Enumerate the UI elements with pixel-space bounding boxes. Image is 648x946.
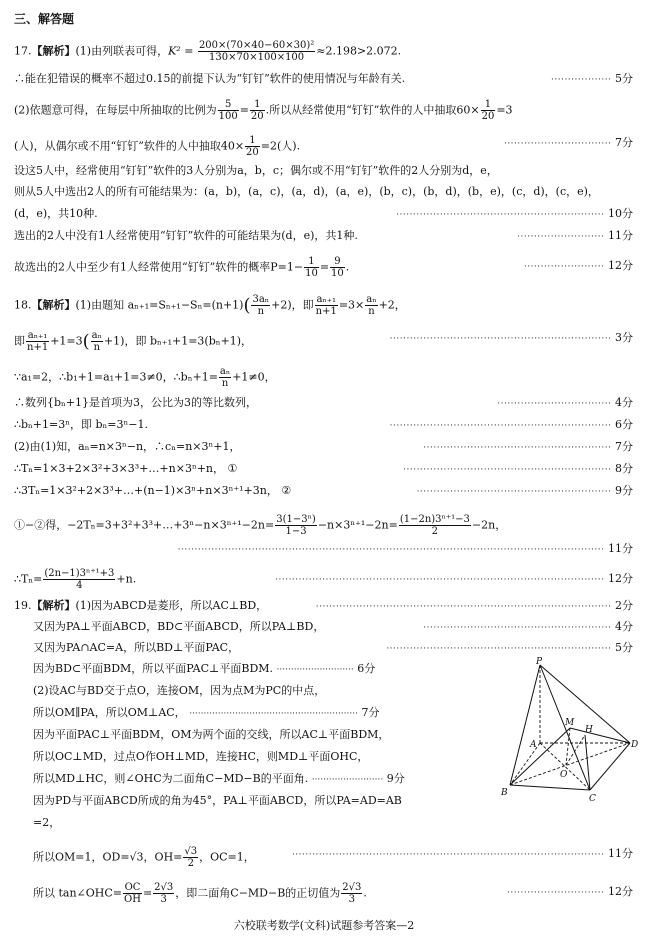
fraction (481, 99, 496, 122)
paren: ( (243, 295, 251, 316)
score-marker: ·································································· 6分 (389, 418, 633, 431)
label-c: C (589, 794, 596, 804)
q18-text: ，即 bₙ₊₁+1=3(bₙ+1)， (124, 334, 253, 348)
fraction-denominator: n (219, 377, 231, 389)
fraction-numerator: aₙ (91, 330, 102, 341)
q19-line-8: 所以OC⊥MD，过点O作OH⊥MD，连接HC，则MD⊥平面OHC， (33, 750, 369, 763)
fraction (251, 294, 270, 317)
q17-text: ≈2.198>2.072. (316, 44, 402, 58)
fraction (43, 568, 115, 591)
score-text: 7分 (361, 706, 380, 719)
fraction (275, 514, 317, 537)
q17-k2-fraction (198, 40, 315, 63)
score-marker: ························································································ 2分 (315, 599, 633, 612)
label-o: O (560, 770, 568, 780)
fraction-numerator: aₙ (219, 366, 231, 377)
diagonal-ac (540, 743, 590, 790)
q18-text: +2) (271, 298, 292, 312)
fraction-denominator: 3 (153, 893, 174, 905)
fraction-denominator: n+1 (315, 306, 337, 317)
q18-text: 即 (14, 334, 25, 348)
q17-line-3 (14, 99, 513, 122)
score-marker: ·················· 5分 (551, 72, 633, 85)
q19-line-5: (2)设AC与BD交于点O，连接OM，因为点M为PC的中点， (33, 684, 326, 697)
score-text: 6分 (615, 418, 633, 431)
fraction (399, 514, 471, 537)
fraction (250, 99, 265, 122)
leader-dots: ··························································· (189, 709, 358, 719)
q17-text: =3 (496, 103, 513, 117)
q17-line-9 (14, 256, 349, 279)
score-marker: ·································································································· 12分 (275, 572, 633, 585)
q18-text: +1) (103, 334, 125, 348)
q19-line-12 (33, 846, 255, 869)
score-text: 11分 (608, 229, 633, 242)
q17-text: K² = (168, 44, 197, 58)
q18-number: 18. (14, 298, 32, 312)
fraction (219, 366, 231, 389)
q18-line-1 (14, 294, 406, 317)
q17-text: (人)，从偶尔或不用“钉钉”软件的人中抽取40× (14, 139, 245, 153)
fraction-numerator: 2√3 (342, 882, 362, 893)
q19-text: 所以 tan∠OHC= (33, 886, 123, 900)
q18-text: ∴Tₙ=1×3+2×3²+3×3³+…+n×3ⁿ+n， (14, 462, 224, 475)
fraction (123, 882, 142, 905)
q18-line-7 (14, 461, 237, 476)
label-p: P (536, 657, 543, 667)
q18-text: (1)由题知 aₙ₊₁=Sₙ₊₁−Sₙ=(n+1) (75, 298, 244, 312)
score-marker: ··································································· 5分 (386, 641, 633, 654)
fraction-denominator: 100 (218, 111, 238, 122)
fraction-denominator: OH (124, 894, 141, 905)
score-text: 3分 (615, 331, 633, 344)
fraction-denominator: 20 (481, 111, 495, 122)
edge-bc (510, 785, 590, 790)
fraction-numerator: 1 (254, 99, 261, 110)
score-text: 9分 (615, 484, 633, 497)
score-marker: ·································································· 3分 (389, 331, 633, 344)
fraction-numerator: 5 (224, 99, 232, 110)
q17-line-1 (14, 40, 401, 63)
fraction (330, 256, 345, 279)
q17-tag: 【解析】 (31, 44, 76, 58)
score-text: 12分 (608, 259, 633, 272)
q17-text: = (239, 103, 249, 117)
fraction-denominator: 3 (341, 893, 362, 905)
fraction-numerator: 1 (249, 135, 256, 146)
score-text: 10分 (608, 207, 633, 220)
q19-text: 因为BD⊂平面BDM，所以平面PAC⊥平面BDM. (33, 662, 274, 675)
q19-text: ，OC=1， (199, 850, 255, 864)
label-a: A (530, 740, 537, 750)
fraction (315, 294, 338, 317)
fraction-numerator: aₙ₊₁ (316, 294, 337, 305)
fraction-numerator: 3aₙ (252, 294, 270, 305)
score-marker: ·························································· 9分 (416, 484, 633, 497)
paren: ( (82, 331, 90, 352)
q18-tag: 【解析】 (31, 298, 76, 312)
fraction (153, 882, 174, 905)
q18-text: ∴3Tₙ=1×3²+2×3³+…+(n−1)×3ⁿ+n×3ⁿ⁺¹+3n， (14, 484, 278, 497)
q17-line-8: 选出的2人中没有1人经常使用“钉钉”软件的可能结果为(d，e)，共1种. (14, 229, 358, 242)
page-footer: 六校联考数学(文科)试题参考答案—2 (233, 919, 415, 932)
label-m: M (565, 718, 575, 728)
q17-line-2: ∴能在犯错误的概率不超过0.15的前提下认为“钉钉”软件的使用情况与年龄有关. (14, 72, 406, 85)
q19-text: 所以MD⊥HC，则∠OHC为二面角C−MD−B的平面角. (33, 772, 309, 785)
fraction (341, 882, 362, 905)
edge-pb (510, 665, 540, 785)
fraction (26, 330, 49, 353)
fraction (245, 135, 260, 158)
score-text: 2分 (615, 599, 633, 612)
fraction-denominator: n (91, 341, 103, 353)
q18-line-11 (14, 568, 136, 591)
q18-text: =3× (338, 298, 365, 312)
fraction-denominator: 10 (331, 268, 344, 279)
q19-line-6 (33, 705, 379, 722)
fraction-denominator: 20 (250, 111, 264, 122)
q18-line-3 (14, 366, 276, 389)
score-marker: ······························································································································· 11分 (177, 542, 633, 555)
fraction-numerator: 2√3 (154, 882, 174, 893)
fraction (183, 846, 198, 869)
score-marker: ····························································································· 11分 (291, 847, 633, 860)
score-marker: ························································ 4分 (423, 620, 633, 633)
score-marker: ····························· 12分 (507, 885, 633, 898)
q18-text: +1=3 (50, 334, 83, 348)
q19-line-10: 因为PD与平面ABCD所成的角为45°，PA⊥平面ABCD，所以PA=AD=AB (33, 794, 402, 807)
q19-line-1 (14, 598, 267, 613)
q18-line-5: ∴bₙ+1=3ⁿ，即 bₙ=3ⁿ−1. (14, 418, 148, 431)
fraction-numerator: 1 (308, 256, 315, 267)
score-text: 11分 (608, 542, 633, 555)
q17-text: (1)由列联表可得， (75, 44, 169, 58)
fraction-numerator: aₙ (366, 294, 377, 305)
score-text: 4分 (615, 396, 633, 409)
label-b: B (501, 788, 508, 798)
fraction-numerator: 1 (484, 99, 492, 110)
q17-text: =2(人). (260, 139, 301, 153)
fraction-numerator: √3 (184, 846, 198, 857)
fraction-numerator: OC (124, 882, 141, 893)
fraction (304, 256, 319, 279)
q19-text: ，即二面角C−MD−B的正切值为 (175, 886, 341, 900)
q17-line-7: (d，e)，共10种. (14, 207, 98, 220)
fraction-numerator: (1−2n)3ⁿ⁺¹−3 (399, 514, 470, 525)
q19-text: (1)因为ABCD是菱形，所以AC⊥BD， (75, 599, 268, 612)
fraction-denominator: n+1 (27, 342, 49, 353)
fraction (218, 99, 239, 122)
label-d: D (631, 740, 639, 750)
q17-line-5: 设这5人中，经常使用“钉钉”软件的3人分别为a，b，c；偶尔或不用“钉钉”软件的2人分别为d，e， (14, 164, 498, 177)
score-marker: ······························································ 8分 (403, 462, 633, 475)
leader-dots: ··························· (276, 665, 354, 675)
section-title: 三、解答题 (14, 12, 75, 26)
fraction-numerator: aₙ₊₁ (27, 330, 48, 341)
score-marker: ································ 7分 (503, 136, 633, 149)
q17-line-6: 则从5人中选出2人的所有可能结果为：(a，b)，(a，c)，(a，d)，(a，e)，(b，c)，(b，d)，(b，e)，(c，d)，(c，e)， (14, 185, 599, 198)
score-text: 12分 (608, 885, 633, 898)
fraction-denominator: 10 (305, 268, 318, 279)
q18-text: ①−②得，−2Tₙ=3+3²+3³+…+3ⁿ−n×3ⁿ⁺¹−2n= (14, 518, 275, 532)
fraction-numerator: (2n−1)3ⁿ⁺¹+3 (44, 568, 115, 579)
q19-line-2: 又因为PA⊥平面ABCD，BD⊂平面ABCD，所以PA⊥BD， (33, 620, 325, 633)
score-text: 7分 (615, 136, 633, 149)
fraction-numerator: 9 (334, 256, 341, 267)
q19-text: . (363, 886, 367, 900)
q19-line-7: 因为平面PAC⊥平面BDM，OM为两个面的交线，所以AC⊥平面BDM， (33, 728, 390, 741)
score-text: 6分 (357, 662, 376, 675)
q18-line-4: ∴数列{bₙ+1}是首项为3，公比为3的等比数列， (14, 396, 258, 409)
fraction-denominator: n (251, 305, 270, 317)
q17-line-4 (14, 135, 300, 158)
q18-text: +1≠0， (232, 370, 276, 384)
fraction-denominator: 4 (43, 579, 115, 591)
score-marker: ·································· 4分 (497, 396, 633, 409)
label-h: H (585, 725, 593, 735)
equation-marker: ① (227, 462, 238, 475)
q19-line-9 (33, 771, 405, 788)
q19-number: 19. (14, 599, 32, 612)
q18-text: ∵a₁=2，∴b₁+1=a₁+1=3≠0，∴bₙ+1= (14, 370, 218, 384)
q18-text: +n. (116, 572, 137, 586)
q18-text: −n×3ⁿ⁺¹−2n= (317, 518, 398, 532)
q19-line-13 (33, 882, 367, 905)
q19-line-11: =2， (33, 816, 61, 829)
q17-text: 故选出的2人中至少有1人经常使用“钉钉”软件的概率P=1− (14, 260, 304, 274)
fraction-numerator: 200×(70×40−60×30)² (198, 40, 315, 51)
q18-line-6: (2)由(1)知，aₙ=n×3ⁿ−n，∴cₙ=n×3ⁿ+1， (14, 440, 241, 453)
q19-text: 所以OM=1，OD=√3，OH= (33, 850, 183, 864)
leader-dots: ························· (311, 775, 384, 785)
score-text: 4分 (615, 620, 633, 633)
pyramid-figure (500, 655, 640, 805)
score-text: 7分 (615, 440, 633, 453)
q18-line-2 (14, 330, 252, 353)
fraction (91, 330, 103, 353)
q19-text: 所以OM∥PA，所以OM⊥AC， (33, 706, 186, 719)
score-marker: ······························································ 10分 (396, 207, 633, 220)
fraction (365, 294, 377, 317)
score-text: 5分 (615, 72, 633, 85)
equation-marker: ② (281, 484, 292, 497)
fraction-denominator: 2 (183, 857, 198, 869)
score-text: 8分 (615, 462, 633, 475)
q17-text: .所以从经常使用“钉钉”软件的人中抽取60× (265, 103, 480, 117)
q17-text: . (345, 260, 350, 274)
score-text: 5分 (615, 641, 633, 654)
fraction-numerator: 3(1−3ⁿ) (276, 514, 316, 525)
score-text: 12分 (608, 572, 633, 585)
fraction-denominator: 2 (399, 525, 471, 537)
q17-text: = (319, 260, 330, 274)
q19-tag: 【解析】 (31, 599, 76, 612)
fraction-denominator: n (365, 305, 377, 317)
score-marker: ························································ 7分 (423, 440, 633, 453)
fraction-denominator: 130×70×100×100 (198, 51, 315, 63)
q18-text: ，即 (291, 298, 314, 312)
q18-line-8 (14, 483, 291, 498)
fraction-denominator: 1−3 (275, 525, 317, 537)
q19-line-4 (33, 661, 375, 678)
q19-line-3: 又因为PA∩AC=A，所以BD⊥平面PAC， (33, 641, 240, 654)
q17-text: (2)依题意可得，在每层中所抽取的比例为 (14, 103, 217, 117)
fraction-denominator: 20 (246, 147, 259, 158)
q18-text: ∴Tₙ= (14, 572, 43, 586)
q19-text: = (142, 886, 153, 900)
score-text: 9分 (386, 772, 405, 785)
score-marker: ·························· 11分 (517, 229, 633, 242)
score-marker: ························ 12分 (523, 259, 633, 272)
q18-text: −2n， (471, 518, 507, 532)
q17-number: 17. (14, 44, 32, 58)
score-text: 11分 (608, 847, 633, 860)
q18-text: +2， (378, 298, 406, 312)
q18-line-9 (14, 514, 506, 537)
